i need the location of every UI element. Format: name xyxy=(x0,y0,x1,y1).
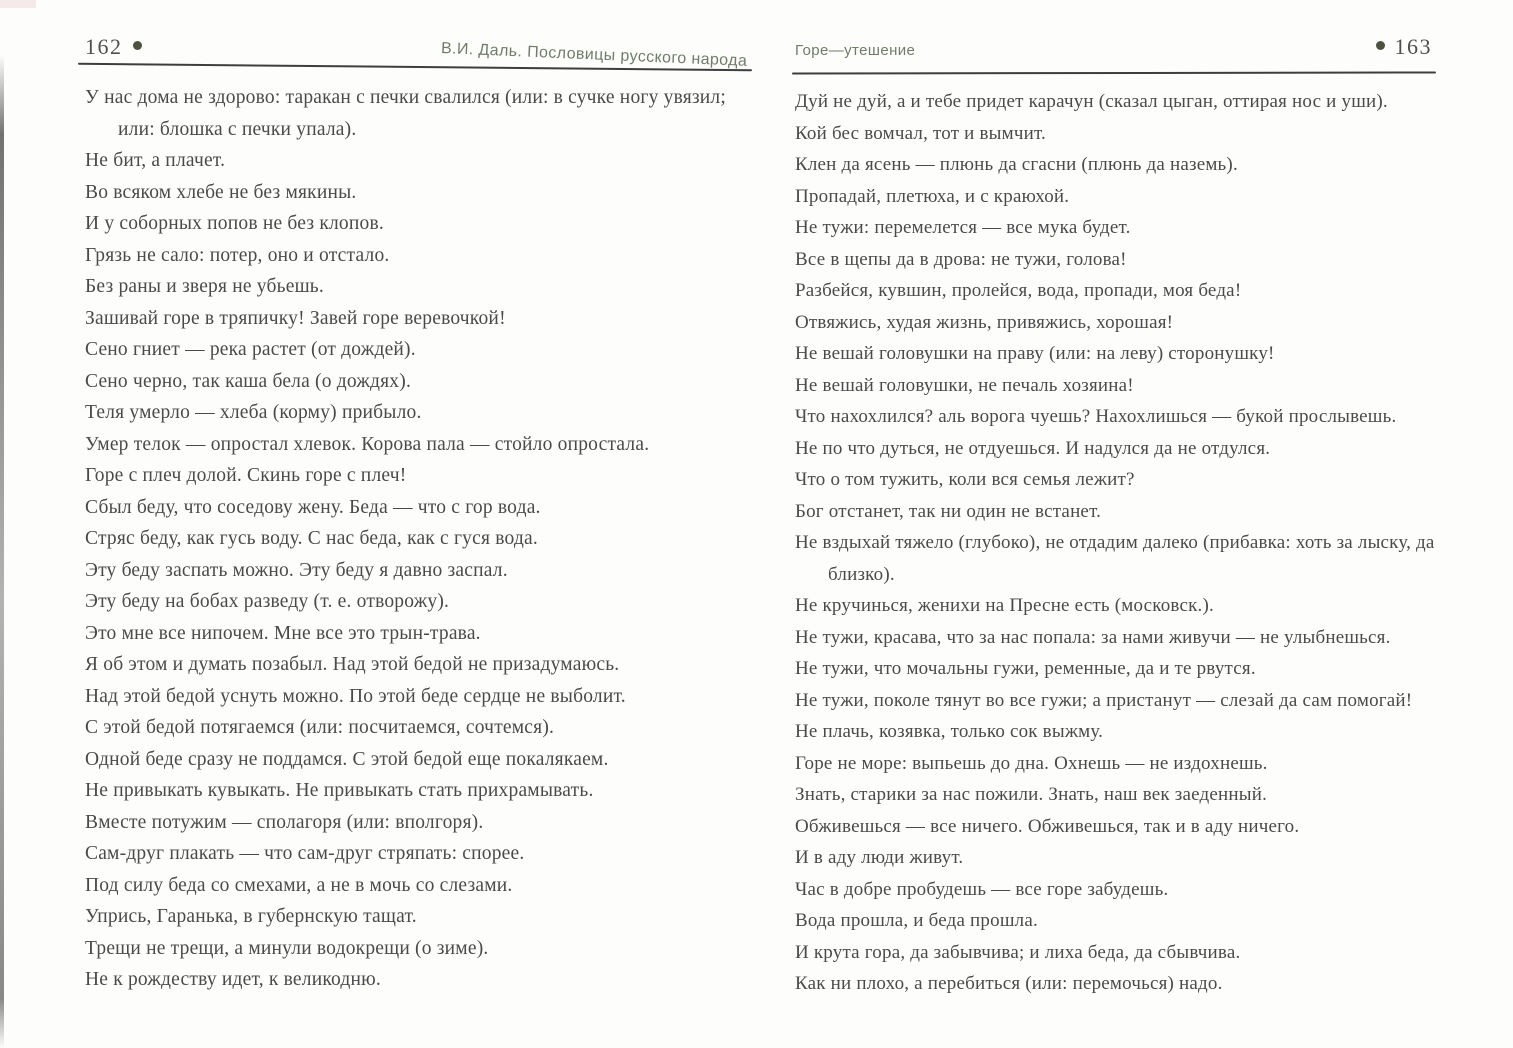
proverb-line: Не к рождеству идет, к великодню. xyxy=(85,969,382,990)
proverb-line: Стряс беду, как гусь воду. С нас беда, как с гуся вода. xyxy=(85,528,538,549)
proverb-line: Как ни плохо, а перебиться (или: перемочься) надо. xyxy=(795,973,1223,994)
proverb-line: Не тужи, поколе тянут во все гужи; а пристанут — слезай да сам помогай! xyxy=(795,689,1413,711)
proverb-line: Под силу беда со смехами, а не в мочь со слезами. xyxy=(85,874,513,896)
proverb-line: Сам-друг плакать — что сам-друг стряпать: спорее. xyxy=(85,843,525,864)
proverb-line: Одной беде сразу не поддамся. С этой бедой еще покалякаем. xyxy=(85,748,609,770)
proverb-line: Вода прошла, и беда прошла. xyxy=(795,910,1038,931)
proverb-line: У нас дома не здорово: таракан с печки свалился (или: в сучке ногу увязил; или: блошка с печки упала). xyxy=(85,87,726,140)
proverb-line: Что о том тужить, коли вся семья лежит? xyxy=(795,469,1135,490)
right-header-rule xyxy=(792,71,1436,74)
proverb-line: Бог отстанет, так ни один не встанет. xyxy=(795,500,1102,522)
proverb-line: Не плачь, козявка, только сок выжму. xyxy=(795,721,1104,742)
proverb-line: Это мне все нипочем. Мне все это трын-трава. xyxy=(85,622,481,644)
proverb-line: Трещи не трещи, а минули водокрещи (о зиме). xyxy=(85,937,489,959)
proverb-line: Не вздыхай тяжело (глубоко), не отдадим далеко (прибавка: хоть за лыску, да близко). xyxy=(795,532,1435,585)
left-page-text xyxy=(85,82,757,996)
proverb-line: Обживешься — все ничего. Обживешься, так и в аду ничего. xyxy=(795,815,1300,837)
proverb-line: Умер телок — опростал хлевок. Корова пала — стойло опростала. xyxy=(85,433,650,455)
proverb-line: Не кручинься, женихи на Пресне есть (московск.). xyxy=(795,595,1214,616)
scan-corner-tint xyxy=(0,0,36,8)
proverb-line: Не по что дуться, не отдуешься. И надулся да не отдулся. xyxy=(795,437,1271,459)
right-running-title: Горе—утешение xyxy=(795,42,916,59)
proverb-line: Все в щепы да в дрова: не тужи, голова! xyxy=(795,248,1127,270)
proverb-line: Не вешай головушки на праву (или: на леву) сторонушку! xyxy=(795,343,1275,364)
proverb-line: Сено черно, так каша бела (о дождях). xyxy=(85,370,412,392)
proverb-line: Не тужи: перемелется — все мука будет. xyxy=(795,217,1131,238)
proverb-line: Грязь не сало: потер, оно и отстало. xyxy=(85,244,390,266)
right-page-number: 163 xyxy=(1394,34,1432,59)
proverb-line: Пропадай, плетюха, и с краюхой. xyxy=(795,185,1070,207)
proverb-line: Дуй не дуй, а и тебе придет карачун (сказал цыган, оттирая нос и уши). xyxy=(795,91,1388,112)
proverb-line: Что нахохлился? аль ворога чуешь? Нахохлишься — букой прослывешь. xyxy=(795,406,1397,427)
proverb-line: И у соборных попов не без клопов. xyxy=(85,213,384,234)
proverb-line: Зашивай горе в тряпичку! Завей горе веревочкой! xyxy=(85,307,506,329)
left-running-title: В.И. Даль. Пословицы русского народа xyxy=(440,40,748,70)
proverb-line: Эту беду заспать можно. Эту беду я давно заспал. xyxy=(85,559,508,581)
proverb-line: И в аду люди живут. xyxy=(795,847,964,868)
proverb-line: Час в добре пробудешь — все горе забудешь. xyxy=(795,878,1169,900)
left-page-number-dot xyxy=(133,41,142,50)
proverb-line: Сено гниет — река растет (от дождей). xyxy=(85,339,416,360)
proverb-line: Не привыкать кувыкать. Не привыкать стать прихрамывать. xyxy=(85,780,594,801)
proverb-line: Во всяком хлебе не без мякины. xyxy=(85,181,357,203)
proverb-line: Горе не море: выпьешь до дна. Охнешь — не издохнешь. xyxy=(795,752,1268,774)
proverb-line: Я об этом и думать позабыл. Над этой бедой не призадумаюсь. xyxy=(85,654,620,675)
proverb-line: Разбейся, кувшин, пролейся, вода, пропади, моя беда! xyxy=(795,280,1242,301)
scan-edge-shadow xyxy=(0,55,4,1048)
proverb-line: Не тужи, красава, что за нас попала: за нами живучи — не улыбнешься. xyxy=(795,626,1391,648)
proverb-line: Вместе потужим — сполагоря (или: вполгоря). xyxy=(85,811,484,833)
proverb-line: Горе с плеч долой. Скинь горе с плеч! xyxy=(85,465,407,486)
proverb-line: Над этой бедой уснуть можно. По этой беде сердце не выболит. xyxy=(85,685,626,707)
proverb-line: Отвяжись, худая жизнь, привяжись, хорошая! xyxy=(795,311,1174,333)
proverb-line: И крута гора, да забывчива; и лиха беда, да сбывчива. xyxy=(795,941,1241,963)
left-page-number: 162 xyxy=(85,34,123,59)
proverb-line: Упрись, Гаранька, в губернскую тащат. xyxy=(85,906,417,927)
proverb-line: Не тужи, что мочальны гужи, ременные, да и те рвутся. xyxy=(795,658,1256,679)
right-page-text xyxy=(795,86,1450,1000)
proverb-line: Знать, старики за нас пожили. Знать, наш век заеденный. xyxy=(795,784,1268,805)
proverb-line: Без раны и зверя не убьешь. xyxy=(85,276,324,297)
proverb-line: Эту беду на бобах разведу (т. е. отворожу). xyxy=(85,591,450,612)
proverb-line: Кой бес вомчал, тот и вымчит. xyxy=(795,122,1046,144)
right-page-number-dot xyxy=(1376,41,1385,50)
right-page-header xyxy=(795,34,1432,70)
proverb-line: С этой бедой потягаемся (или: посчитаемся, сочтемся). xyxy=(85,717,555,738)
proverb-line: Клен да ясень — плюнь да сгасни (плюнь да наземь). xyxy=(795,154,1238,175)
proverb-line: Сбыл беду, что соседову жену. Беда — что с гор вода. xyxy=(85,496,541,518)
right-page-number-group xyxy=(1366,34,1433,60)
proverb-line: Не вешай головушки, не печаль хозяина! xyxy=(795,374,1134,396)
proverb-line: Теля умерло — хлеба (корму) прибыло. xyxy=(85,402,422,423)
proverb-line: Не бит, а плачет. xyxy=(85,150,226,171)
